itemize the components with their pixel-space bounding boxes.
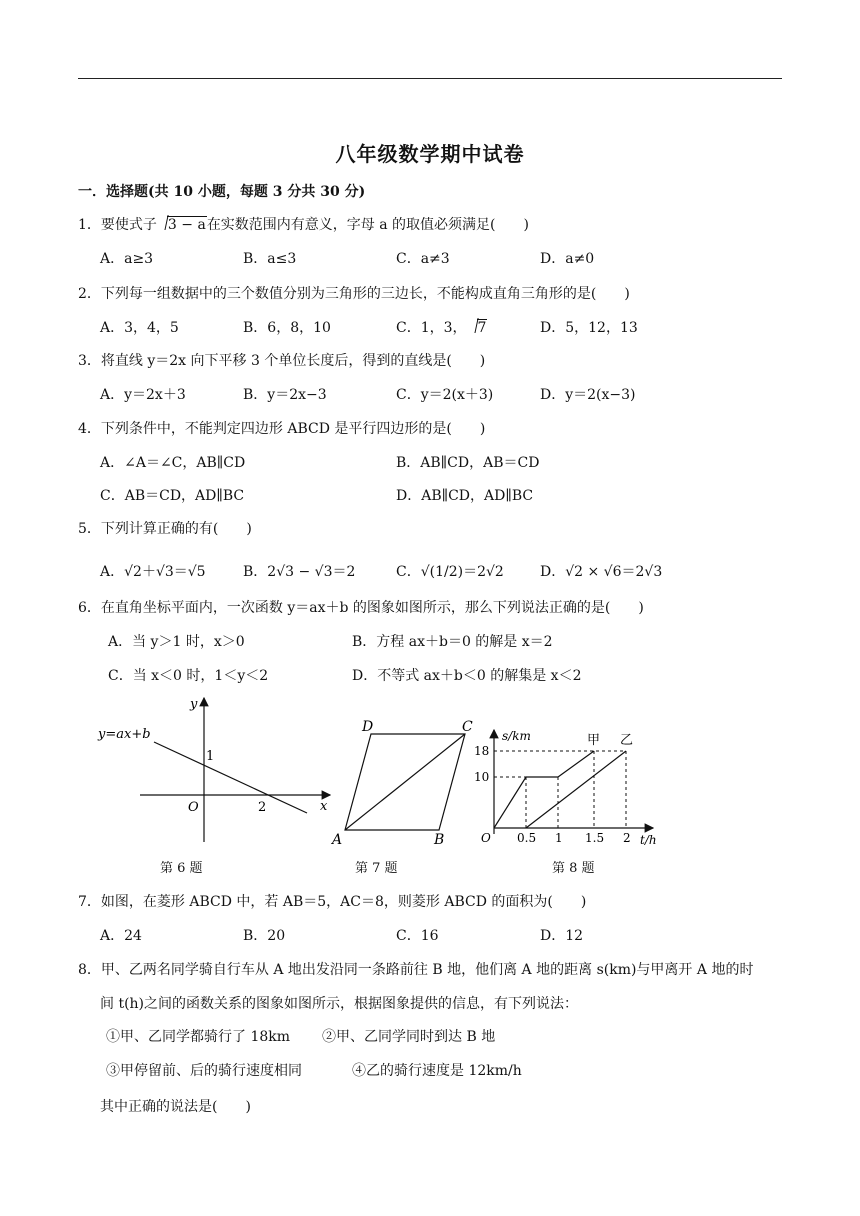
- q8-statement-1: ①甲、乙同学都骑行了 18km: [106, 1029, 291, 1045]
- series-yi-label: 乙: [620, 733, 634, 748]
- q4-option-d: D．AB∥CD，AD∥BC: [396, 488, 534, 504]
- q2-option-d: D．5，12，13: [540, 320, 638, 336]
- vertex-b: B: [434, 832, 445, 848]
- q1-option-d: D．a≠0: [540, 251, 595, 267]
- q3-option-a: A．y＝2x＋3: [100, 387, 186, 403]
- q3-option-b: B．y＝2x−3: [243, 387, 327, 403]
- tick-1: 1: [555, 831, 563, 845]
- radical: 3 − a: [157, 217, 207, 233]
- q2-option-c: C．1，3， 7: [396, 320, 487, 336]
- tick-0-5: 0.5: [517, 831, 537, 845]
- q6-option-b: B．方程 ax＋b＝0 的解是 x＝2: [352, 634, 553, 650]
- q3-option-c: C．y＝2(x＋3): [396, 387, 494, 403]
- question-4-stem: 4．下列条件中，不能判定四边形 ABCD 是平行四边形的是( ): [78, 421, 486, 437]
- vertex-d: D: [362, 719, 374, 735]
- origin-label: O: [481, 831, 491, 845]
- q8-statement-2: ②甲、乙同学同时到达 B 地: [322, 1029, 496, 1045]
- y-intercept-label: 1: [206, 749, 215, 764]
- q2-option-b: B．6，8，10: [243, 320, 331, 336]
- q5-option-a: A．√2＋√3＝√5: [100, 564, 206, 580]
- y-axis-label: y: [190, 697, 198, 712]
- page-title: 八年级数学期中试卷: [335, 142, 525, 166]
- vertex-c: C: [462, 719, 473, 735]
- function-line: [154, 742, 307, 813]
- q1-option-a: A．a≥3: [100, 251, 154, 267]
- question-7-stem: 7．如图，在菱形 ABCD 中，若 AB＝5，AC＝8，则菱形 ABCD 的面积为( ): [78, 894, 587, 910]
- q6-option-c: C．当 x＜0 时，1＜y＜2: [108, 668, 269, 684]
- q2-option-a: A．3，4，5: [100, 320, 179, 336]
- q7-option-d: D．12: [540, 928, 584, 944]
- diagonal-ac: [345, 734, 465, 830]
- q6-option-d: D．不等式 ax＋b＜0 的解集是 x＜2: [352, 668, 582, 684]
- q5-option-c: C．√(1/2)＝2√2: [396, 564, 504, 580]
- origin-label: O: [188, 800, 199, 815]
- q3-option-d: D．y＝2(x−3): [540, 387, 636, 403]
- question-3-stem: 3．将直线 y＝2x 向下平移 3 个单位长度后，得到的直线是( ): [78, 353, 486, 369]
- section-heading: 一．选择题(共 10 小题，每题 3 分共 30 分): [78, 184, 366, 200]
- vertex-a: A: [332, 832, 343, 848]
- q7-option-c: C．16: [396, 928, 439, 944]
- q5-option-b: B．2√3 − √3＝2: [243, 564, 356, 580]
- question-2-stem: 2．下列每一组数据中的三个数值分别为三角形的三边长，不能构成直角三角形的是( ): [78, 286, 630, 302]
- header-rule: [78, 78, 782, 79]
- question-8-prompt: 其中正确的说法是( ): [100, 1099, 251, 1115]
- figure-6-graph: [92, 690, 337, 850]
- series-jia: [494, 751, 594, 828]
- tick-10: 10: [474, 770, 490, 784]
- tick-2: 2: [623, 831, 631, 845]
- figure-7-caption: 第 7 题: [355, 861, 398, 876]
- x-intercept-label: 2: [258, 800, 267, 815]
- figure-7-rhombus: [328, 714, 480, 850]
- q8-statement-4: ④乙的骑行速度是 12km/h: [352, 1063, 522, 1079]
- tick-1-5: 1.5: [585, 831, 605, 845]
- q7-option-a: A．24: [100, 928, 142, 944]
- question-5-stem: 5．下列计算正确的有( ): [78, 521, 252, 537]
- figure-8-graph: [468, 722, 668, 850]
- q1-option-b: B．a≤3: [243, 251, 297, 267]
- guide-lines: [494, 751, 626, 828]
- q6-option-a: A．当 y＞1 时，x＞0: [108, 634, 245, 650]
- figure-6-caption: 第 6 题: [160, 861, 203, 876]
- question-8-stem-line1: 8．甲、乙两名同学骑自行车从 A 地出发沿同一条路前往 B 地，他们离 A 地的距离 s(km)与甲离开 A 地的时: [78, 962, 754, 978]
- radical: 7: [467, 320, 488, 336]
- question-6-stem: 6．在直角坐标平面内，一次函数 y＝ax＋b 的图象如图所示，那么下列说法正确的是( ): [78, 600, 644, 616]
- x-axis-label: x: [320, 799, 328, 814]
- series-jia-label: 甲: [587, 733, 601, 748]
- series-yi: [526, 751, 626, 828]
- q4-option-a: A．∠A＝∠C，AB∥CD: [100, 455, 246, 471]
- figure-8-caption: 第 8 题: [552, 861, 595, 876]
- q7-option-b: B．20: [243, 928, 286, 944]
- tick-18: 18: [474, 744, 490, 758]
- q5-option-d: D．√2 × √6＝2√3: [540, 564, 663, 580]
- function-label: y=ax+b: [98, 727, 151, 742]
- t-axis-label: t/h: [640, 833, 657, 847]
- q4-option-c: C．AB＝CD，AD∥BC: [100, 488, 245, 504]
- s-axis-label: s/km: [502, 729, 531, 743]
- q1-option-c: C．a≠3: [396, 251, 450, 267]
- q4-option-b: B．AB∥CD，AB＝CD: [396, 455, 540, 471]
- question-8-stem-line2: 间 t(h)之间的函数关系的图象如图所示，根据图象提供的信息，有下列说法：: [100, 996, 579, 1012]
- q8-statement-3: ③甲停留前、后的骑行速度相同: [106, 1063, 302, 1079]
- question-1-stem: 1．要使式子 3 − a在实数范围内有意义，字母 a 的取值必须满足( ): [78, 217, 529, 233]
